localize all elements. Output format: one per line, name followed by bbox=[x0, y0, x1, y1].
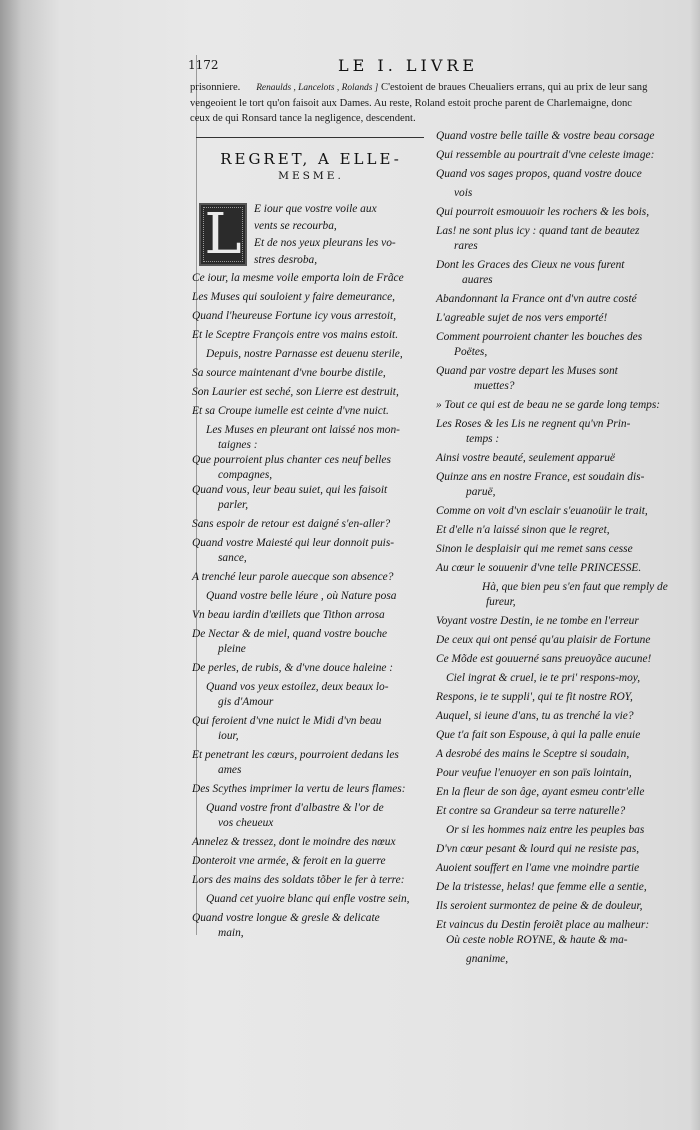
verse-line: » Tout ce qui est de beau ne se garde long temps: bbox=[436, 399, 661, 411]
verse-line: Ils seroient surmontez de peine & de douleur, bbox=[436, 900, 643, 912]
verse-line: Quand par vostre depart les Muses sont bbox=[436, 365, 618, 377]
verse-line: taignes : bbox=[218, 439, 258, 451]
verse-line: Hà, que bien peu s'en faut que remply de bbox=[482, 581, 668, 593]
verse-line: Poëtes, bbox=[454, 346, 488, 358]
verse-line: L'agreable sujet de nos vers emporté! bbox=[436, 312, 608, 324]
note-text: prisonniere. bbox=[190, 82, 241, 93]
verse-line: En la fleur de son âge, ayant esmeu contr'elle bbox=[436, 786, 645, 798]
verse-line: Donteroit vne armée, & feroit en la guerre bbox=[192, 855, 386, 867]
verse-line: sance, bbox=[218, 552, 247, 564]
verse-line: Qui pourroit esmouuoir les rochers & les bois, bbox=[436, 206, 650, 218]
verse-line: Sans espoir de retour est daigné s'en-aller? bbox=[192, 518, 391, 530]
verse-line: Et le Sceptre François entre vos mains estoit. bbox=[192, 329, 399, 341]
verse-line: Comment pourroient chanter les bouches des bbox=[436, 331, 643, 343]
verse-line: Quand vostre longue & gresle & delicate bbox=[192, 912, 380, 924]
verse-line: Sa source maintenant d'vne bourbe distile, bbox=[192, 367, 386, 379]
verse-line: De Nectar & de miel, quand vostre bouche bbox=[192, 628, 388, 640]
verse-line: vois bbox=[454, 187, 473, 199]
verse-line: De ceux qui ont pensé qu'au plaisir de Fortune bbox=[436, 634, 651, 646]
verse-line: stres desroba, bbox=[254, 254, 318, 266]
verse-line: Et de nos yeux pleurans les vo- bbox=[254, 237, 396, 249]
verse-line: main, bbox=[218, 927, 244, 939]
verse-line: Vn beau iardin d'œillets que Tithon arrosa bbox=[192, 609, 385, 621]
verse-line: Lors des mains des soldats tõber le fer à terre: bbox=[192, 874, 405, 886]
verse-line: vents se recourba, bbox=[254, 220, 337, 232]
verse-line: Les Roses & les Lis ne regnent qu'vn Prin- bbox=[436, 418, 631, 430]
verse-line: gnanime, bbox=[466, 953, 509, 965]
verse-line: Pour veufue l'enuoyer en son païs lointain, bbox=[436, 767, 632, 779]
page-number: 1172 bbox=[188, 58, 219, 72]
verse-line: Qui ressemble au pourtrait d'vne celeste image: bbox=[436, 149, 655, 161]
verse-line: Auquel, si ieune d'ans, tu as trenché la vie? bbox=[436, 710, 634, 722]
verse-line: Quand vos sages propos, quand vostre douce bbox=[436, 168, 642, 180]
note-line: vengeoient le tort qu'on faisoit aux Dames. Au reste, Roland estoit proche parent de Charlemaigne, donc bbox=[190, 97, 633, 109]
verse-line: Ciel ingrat & cruel, ie te pri' respons-moy, bbox=[446, 672, 641, 684]
verse-line: fureur, bbox=[486, 596, 516, 608]
verse-line: Respons, ie te suppli', qui te fit nostre ROY, bbox=[436, 691, 633, 703]
verse-line: pleine bbox=[218, 643, 246, 655]
verse-line: Sinon le desplaisir qui me remet sans cesse bbox=[436, 543, 633, 555]
verse-line: Or si les hommes naiz entre les peuples bas bbox=[446, 824, 645, 836]
verse-line: Que t'a fait son Espouse, à qui la palle enuie bbox=[436, 729, 641, 741]
poem-title: REGRET, A ELLE- bbox=[220, 150, 402, 168]
verse-line: Quand vostre belle léure , où Nature posa bbox=[206, 590, 397, 602]
verse-line: A trenché leur parole auecque son absence? bbox=[192, 571, 394, 583]
note-line: ceux de qui Ronsard tance la negligence, descendent. bbox=[190, 113, 416, 124]
verse-line: Comme on voit d'vn esclair s'euanoüir le trait, bbox=[436, 505, 648, 517]
verse-line: Et vaincus du Destin feroiẽt place au malheur: bbox=[436, 919, 650, 931]
verse-line: Voyant vostre Destin, ie ne tombe en l'erreur bbox=[436, 615, 639, 627]
verse-line: Au cœur le souuenir d'vne telle PRINCESSE. bbox=[436, 562, 642, 574]
verse-line: Et sa Croupe iumelle est ceinte d'vne nuict. bbox=[192, 405, 389, 417]
verse-line: Et d'elle n'a laissé sinon que le regret, bbox=[436, 524, 610, 536]
poem-column-right bbox=[436, 0, 698, 1130]
verse-line: Ce iour, la mesme voile emporta loin de Frãce bbox=[192, 272, 404, 284]
verse-line: Quand vostre Maiesté qui leur donnoit puis- bbox=[192, 537, 395, 549]
verse-line: Les Muses en pleurant ont laissé nos mon- bbox=[206, 424, 400, 436]
verse-line: Des Scythes imprimer la vertu de leurs flames: bbox=[192, 783, 406, 795]
verse-line: Quand vostre belle taille & vostre beau corsage bbox=[436, 130, 655, 142]
verse-line: iour, bbox=[218, 730, 239, 742]
note-text: C'estoient de braues Cheualiers errans, qui au prix de leur sang bbox=[381, 82, 648, 93]
verse-line: parler, bbox=[218, 499, 249, 511]
verse-line: Las! ne sont plus icy : quand tant de beautez bbox=[436, 225, 640, 237]
verse-line: A desrobé des mains le Sceptre si soudain, bbox=[436, 748, 630, 760]
poem-title-continued: MESME. bbox=[278, 170, 344, 182]
verse-line: Quand vostre front d'albastre & l'or de bbox=[206, 802, 384, 814]
note-lemma: Renaulds , Lancelots , Rolands ] bbox=[256, 83, 379, 93]
verse-line: Et penetrant les cœurs, pourroient dedans les bbox=[192, 749, 399, 761]
verse-line: Abandonnant la France ont d'vn autre costé bbox=[436, 293, 637, 305]
verse-line: D'vn cœur pesant & lourd qui ne resiste pas, bbox=[436, 843, 640, 855]
verse-line: gis d'Amour bbox=[218, 696, 274, 708]
verse-line: Auoient souffert en l'ame vne moindre partie bbox=[436, 862, 640, 874]
verse-line: auares bbox=[462, 274, 493, 286]
verse-line: Les Muses qui souloient y faire demeurance, bbox=[192, 291, 395, 303]
verse-line: Et contre sa Grandeur sa terre naturelle? bbox=[436, 805, 626, 817]
verse-line: Dont les Graces des Cieux ne vous furent bbox=[436, 259, 625, 271]
verse-line: E iour que vostre voile aux bbox=[254, 203, 377, 215]
verse-line: rares bbox=[454, 240, 478, 252]
verse-line: De perles, de rubis, & d'vne douce haleine : bbox=[192, 662, 394, 674]
verse-line: De la tristesse, helas! que femme elle a sentie, bbox=[436, 881, 647, 893]
verse-line: vos cheueux bbox=[218, 817, 274, 829]
verse-line: Qui feroient d'vne nuict le Midi d'vn beau bbox=[192, 715, 382, 727]
verse-line: Quand cet yuoire blanc qui enfle vostre sein, bbox=[206, 893, 410, 905]
verse-line: compagnes, bbox=[218, 469, 273, 481]
verse-line: Quand l'heureuse Fortune icy vous arrestoit, bbox=[192, 310, 397, 322]
verse-line: Annelez & tressez, dont le moindre des nœux bbox=[192, 836, 396, 848]
verse-line: Ainsi vostre beauté, seulement apparuë bbox=[436, 452, 615, 464]
poem-column-left bbox=[186, 0, 431, 1130]
running-head: LE I. LIVRE bbox=[338, 56, 479, 75]
verse-line: Où ceste noble ROYNE, & haute & ma- bbox=[446, 934, 628, 946]
verse-line: Ce Mõde est gouuerné sans preuoyãce aucune! bbox=[436, 653, 652, 665]
verse-line: muettes? bbox=[474, 380, 515, 392]
verse-line: paruë, bbox=[466, 486, 496, 498]
verse-line: Quand vos yeux estoilez, deux beaux lo- bbox=[206, 681, 389, 693]
verse-line: temps : bbox=[466, 433, 500, 445]
verse-line: Quinze ans en nostre France, est soudain dis- bbox=[436, 471, 645, 483]
verse-line: ames bbox=[218, 764, 242, 776]
verse-line: Depuis, nostre Parnasse est deuenu sterile, bbox=[206, 348, 403, 360]
verse-line: Son Laurier est seché, son Lierre est destruit, bbox=[192, 386, 399, 398]
verse-line: Que pourroient plus chanter ces neuf belles bbox=[192, 454, 391, 466]
verse-line: Quand vous, leur beau suiet, qui les faisoit bbox=[192, 484, 388, 496]
ornamental-dropcap: L bbox=[199, 203, 247, 266]
